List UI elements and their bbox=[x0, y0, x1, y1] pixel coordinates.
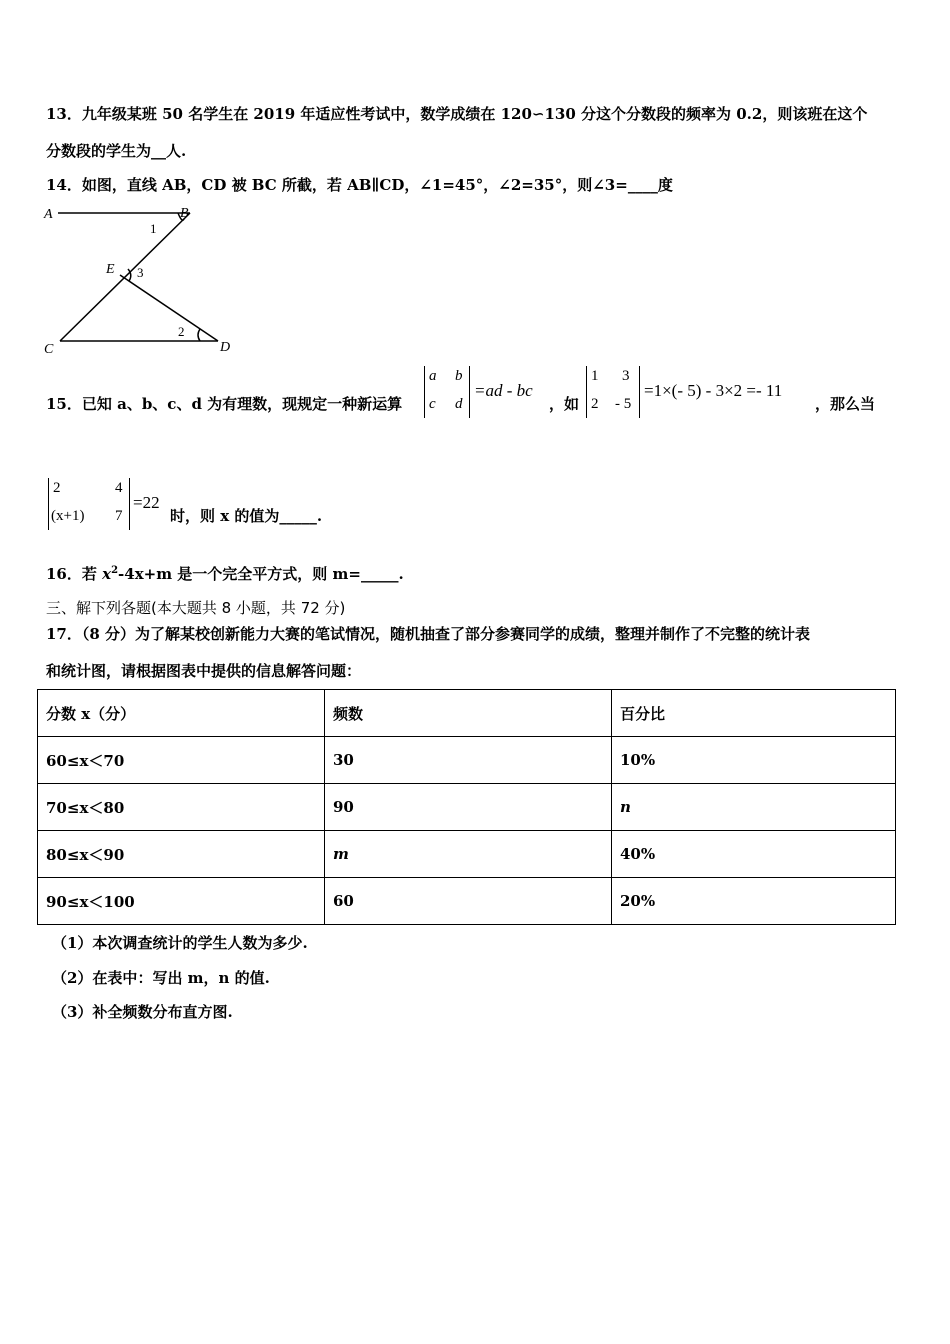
label-a: A bbox=[44, 207, 53, 222]
q16-text bbox=[46, 563, 404, 584]
q15-comma-ru: ，如 bbox=[549, 395, 580, 413]
det1-c: c bbox=[429, 396, 436, 412]
cell-frequency: 90 bbox=[325, 784, 612, 831]
q15-prefix: 15．已知 a、b、c、d 为有理数，现规定一种新运算 bbox=[46, 395, 403, 413]
det1-d: d bbox=[455, 396, 463, 412]
section3-title: 三、解下列各题(本大题共 8 小题，共 72 分) bbox=[46, 599, 346, 617]
q13-line1: 13．九年级某班 50 名学生在 2019 年适应性考试中，数学成绩在 120∽130 分这个分数段的频率为 0.2，则该班在这个 bbox=[46, 105, 868, 123]
def-rhs: =ad - bc bbox=[474, 381, 533, 400]
line-bc bbox=[60, 213, 190, 341]
cell-percent: 10% bbox=[612, 737, 896, 784]
table-header-row bbox=[38, 690, 896, 737]
q17-line1: 17．（8 分）为了解某校创新能力大赛的笔试情况，随机抽查了部分参赛同学的成绩，整理并制作了不完整的统计表 bbox=[46, 625, 811, 643]
header-frequency: 频数 bbox=[325, 690, 612, 737]
label-angle-1: 1 bbox=[150, 221, 157, 236]
determinant-def bbox=[424, 366, 470, 418]
q17-line2: 和统计图，请根据图表中提供的信息解答问题： bbox=[46, 662, 362, 680]
score-frequency-table bbox=[37, 689, 896, 925]
cell-percent: n bbox=[612, 784, 896, 831]
q17-sub1: （1）本次调查统计的学生人数为多少. bbox=[52, 934, 308, 952]
table-row bbox=[38, 784, 896, 831]
table-row bbox=[38, 737, 896, 784]
cell-percent: 20% bbox=[612, 878, 896, 925]
label-angle-3: 3 bbox=[137, 265, 144, 280]
label-b: B bbox=[180, 206, 189, 221]
angle-2-arc bbox=[198, 329, 200, 341]
cell-score: 70≤x＜80 bbox=[38, 784, 325, 831]
table-row bbox=[38, 878, 896, 925]
example-rhs: =1×(- 5) - 3×2 =- 11 bbox=[644, 381, 783, 400]
header-percent: 百分比 bbox=[612, 690, 896, 737]
q15-question: 时，则 x 的值为_____. bbox=[170, 507, 323, 525]
det1-a: a bbox=[429, 368, 437, 384]
q16-expr-rest: -4x+m bbox=[118, 565, 173, 583]
det3-b: 4 bbox=[115, 480, 123, 496]
q16-prefix: 16．若 bbox=[46, 565, 103, 583]
det2-a: 1 bbox=[591, 368, 599, 384]
cell-frequency: 60 bbox=[325, 878, 612, 925]
parallel-lines-figure bbox=[40, 203, 250, 355]
cell-frequency: m bbox=[325, 831, 612, 878]
determinant-example bbox=[586, 366, 640, 418]
cell-score: 90≤x＜100 bbox=[38, 878, 325, 925]
det2-d: - 5 bbox=[615, 396, 632, 412]
q17-sub2: （2）在表中：写出 m，n 的值. bbox=[52, 969, 270, 987]
q13-line2: 分数段的学生为__人. bbox=[46, 142, 187, 160]
label-d: D bbox=[220, 340, 231, 355]
det3-c: (x+1) bbox=[51, 508, 85, 524]
determinant-question bbox=[48, 478, 130, 530]
line-ed bbox=[120, 275, 218, 341]
det1-b: b bbox=[455, 368, 463, 384]
label-c: C bbox=[44, 342, 54, 355]
cell-score: 80≤x＜90 bbox=[38, 831, 325, 878]
q17-sub3: （3）补全频数分布直方图. bbox=[52, 1003, 233, 1021]
q16-sup: 2 bbox=[111, 565, 119, 576]
label-angle-2: 2 bbox=[178, 324, 185, 339]
q14-text: 14．如图，直线 AB，CD 被 BC 所截，若 AB∥CD，∠1=45°，∠2=35°，则∠3=____度 bbox=[46, 176, 673, 194]
det2-c: 2 bbox=[591, 396, 599, 412]
det3-a: 2 bbox=[53, 480, 61, 496]
q16-suffix: 是一个完全平方式，则 m=_____. bbox=[172, 565, 404, 583]
label-e: E bbox=[106, 262, 115, 277]
table-row bbox=[38, 831, 896, 878]
eq22: =22 bbox=[133, 493, 160, 512]
cell-frequency: 30 bbox=[325, 737, 612, 784]
q16-expr-x: x bbox=[102, 565, 112, 583]
cell-percent: 40% bbox=[612, 831, 896, 878]
det2-b: 3 bbox=[622, 368, 630, 384]
header-score: 分数 x（分） bbox=[38, 690, 325, 737]
det3-d: 7 bbox=[115, 508, 123, 524]
q15-tail: ，那么当 bbox=[815, 395, 876, 413]
cell-score: 60≤x＜70 bbox=[38, 737, 325, 784]
